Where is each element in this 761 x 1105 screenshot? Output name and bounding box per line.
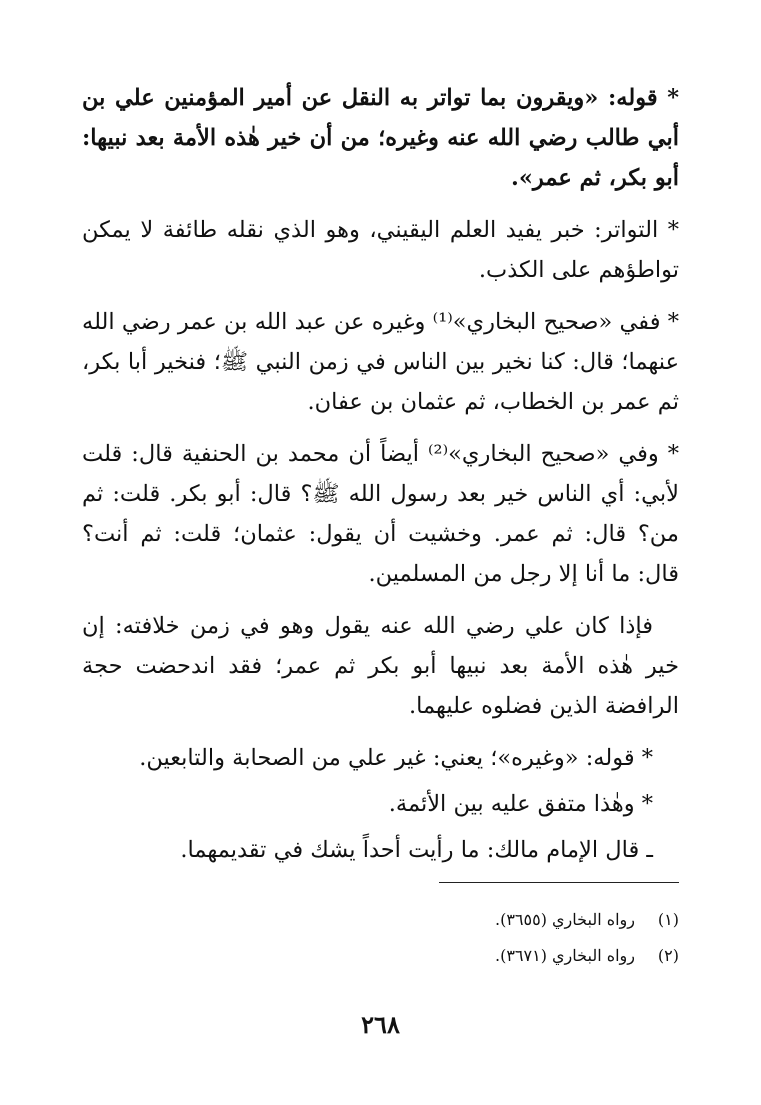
footnote-number: (٢) <box>657 946 679 965</box>
paragraph-bukhari-ibn-umar: * ففي «صحيح البخاري»⁽¹⁾ وغيره عن عبد الله بن عمر رضي الله عنهما؛ قال: كنا نخير بين الناس في زمن النبي ﷺ؛ فنخير أبا بكر، ثم عمر بن الخطاب، ثم عثمان بن عفان. <box>82 309 679 415</box>
main-text <box>82 78 679 876</box>
footnote-1 <box>82 902 679 938</box>
paragraph-consensus: * وهٰذا متفق عليه بين الأئمة. <box>388 791 653 817</box>
paragraph-rafida: فإذا كان علي رضي الله عنه يقول وهو في زمن خلافته: إن خير هٰذه الأمة بعد نبيها أبو بكر ثم عمر؛ فقد اندحضت حجة الرافضة الذين فضلوه عليهما. <box>82 613 679 719</box>
footnote-text: رواه البخاري (٣٦٥٥). <box>495 910 635 929</box>
footnote-number: (١) <box>657 910 679 929</box>
footnote-text: رواه البخاري (٣٦٧١). <box>495 946 635 965</box>
footnote-divider <box>439 882 679 883</box>
footnote-2 <box>82 938 679 974</box>
paragraph-tawatur: * التواتر: خبر يفيد العلم اليقيني، وهو الذي نقله طائفة لا يمكن تواطؤهم على الكذب. <box>82 217 679 283</box>
page-number: ٢٦٨ <box>361 1010 400 1039</box>
paragraph-bukhari-ibn-hanafiyya: * وفي «صحيح البخاري»⁽²⁾ أيضاً أن محمد بن الحنفية قال: قلت لأبي: أي الناس خير بعد رسول الله ﷺ؟ قال: أبو بكر. قلت: ثم من؟ قال: ثم عمر. وخشيت أن يقول: عثمان؛ قلت: ثم أنت؟ قال: ما أنا إلا رجل من المسلمين. <box>82 441 679 587</box>
paragraph-wa-ghayruhu: * قوله: «وغيره»؛ يعني: غير علي من الصحابة والتابعين. <box>139 745 653 771</box>
footnotes <box>82 902 679 974</box>
paragraph-malik: ـ قال الإمام مالك: ما رأيت أحداً يشك في تقديمهما. <box>180 837 653 863</box>
paragraph-quote-ali: * قوله: «ويقرون بما تواتر به النقل عن أمير المؤمنين علي بن أبي طالب رضي الله عنه وغيره؛ من أن خير هٰذه الأمة بعد نبيها: أبو بكر، ثم عمر». <box>82 85 679 191</box>
